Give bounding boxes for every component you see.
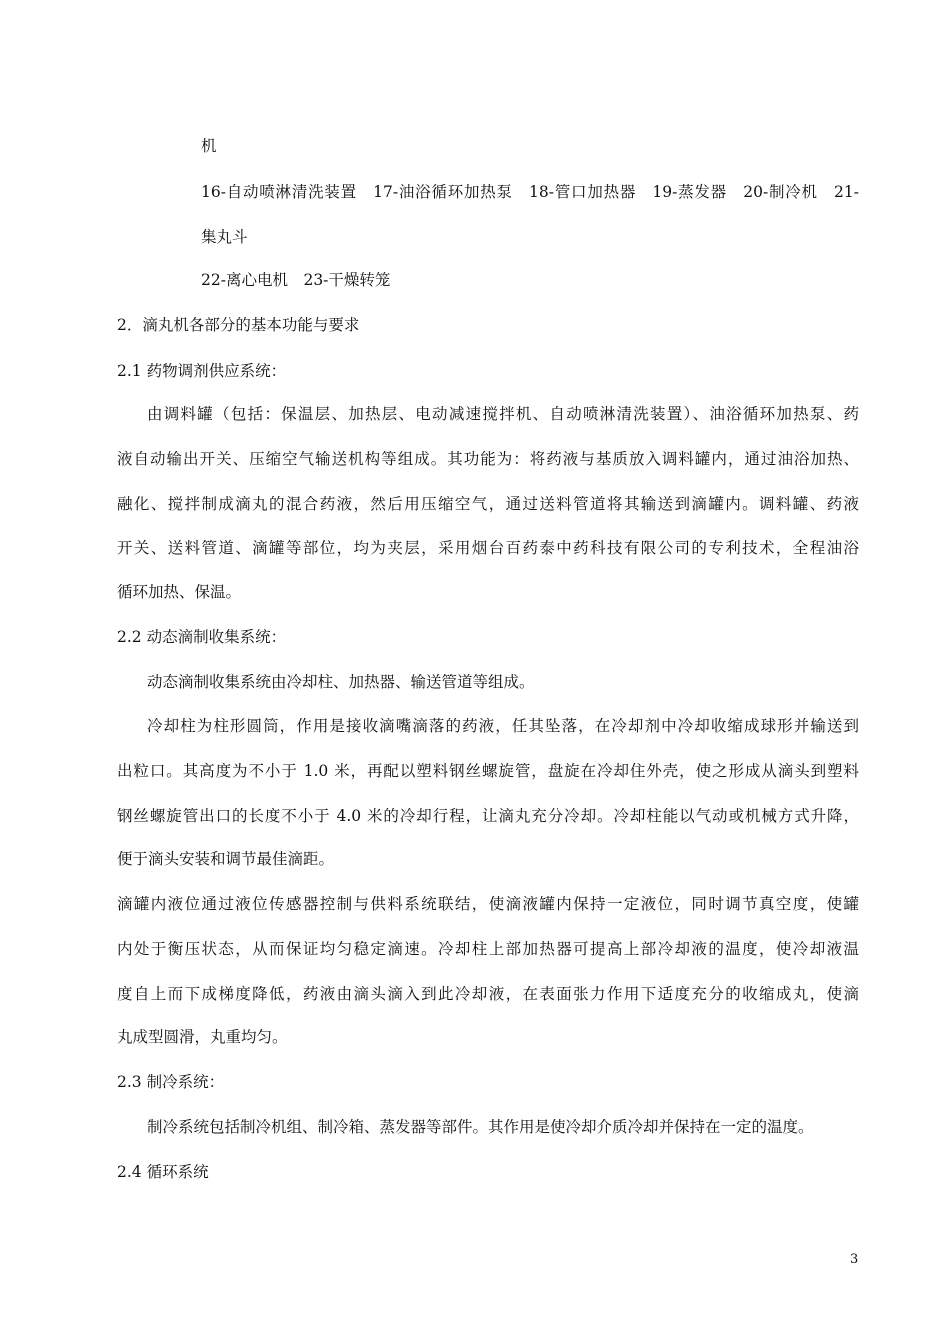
paragraph-line: 液自动输出开关、压缩空气输送机构等组成。其功能为：将药液与基质放入调料罐内，通过油浴加热、: [117, 450, 859, 468]
page-number: 3: [850, 1252, 859, 1267]
paragraph-line: 滴罐内液位通过液位传感器控制与供料系统联结，使滴液罐内保持一定液位，同时调节真空度，使罐: [117, 895, 859, 913]
paragraph-line: 制冷系统包括制冷机组、制冷箱、蒸发器等部件。其作用是使冷却介质冷却并保持在一定的温度。: [147, 1118, 814, 1136]
component-list-line: 集丸斗: [201, 228, 248, 246]
component-list-line: 22-离心电机 23-干燥转笼: [201, 271, 391, 289]
paragraph-line: 度自上而下成梯度降低，药液由滴头滴入到此冷却液，在表面张力作用下适度充分的收缩成丸，使滴: [117, 985, 859, 1003]
list-continuation-text: 机: [201, 137, 217, 155]
paragraph-line: 动态滴制收集系统由冷却柱、加热器、输送管道等组成。: [147, 673, 535, 691]
subsection-heading: 2.2 动态滴制收集系统：: [117, 628, 287, 646]
subsection-heading: 2.4 循环系统: [117, 1163, 209, 1181]
paragraph-line: 由调料罐（包括：保温层、加热层、电动减速搅拌机、自动喷淋清洗装置）、油浴循环加热泵、药: [147, 405, 859, 423]
paragraph-line: 开关、送料管道、滴罐等部位，均为夹层，采用烟台百药泰中药科技有限公司的专利技术，全程油浴: [117, 539, 859, 557]
paragraph-line: 钢丝螺旋管出口的长度不小于 4.0 米的冷却行程，让滴丸充分冷却。冷却柱能以气动或机械方式升降，: [117, 807, 859, 825]
component-list-line: 16-自动喷淋清洗装置 17-油浴循环加热泵 18-管口加热器 19-蒸发器 20-制冷机 21-: [201, 183, 859, 201]
paragraph-line: 融化、搅拌制成滴丸的混合药液，然后用压缩空气，通过送料管道将其输送到滴罐内。调料罐、药液: [117, 495, 859, 513]
paragraph-line: 便于滴头安装和调节最佳滴距。: [117, 850, 335, 868]
subsection-heading: 2.1 药物调剂供应系统：: [117, 362, 287, 380]
paragraph-line: 内处于衡压状态，从而保证均匀稳定滴速。冷却柱上部加热器可提高上部冷却液的温度，使冷却液温: [117, 940, 859, 958]
paragraph-line: 出粒口。其高度为不小于 1.0 米，再配以塑料钢丝螺旋管，盘旋在冷却住外壳，使之形成从滴头到塑料: [117, 762, 859, 780]
paragraph-line: 冷却柱为柱形圆筒，作用是接收滴嘴滴落的药液，任其坠落，在冷却剂中冷却收缩成球形并输送到: [147, 717, 859, 735]
section-heading: 2．滴丸机各部分的基本功能与要求: [117, 316, 360, 334]
subsection-heading: 2.3 制冷系统：: [117, 1073, 225, 1091]
paragraph-line: 丸成型圆滑，丸重均匀。: [117, 1028, 288, 1046]
paragraph-line: 循环加热、保温。: [117, 583, 242, 601]
